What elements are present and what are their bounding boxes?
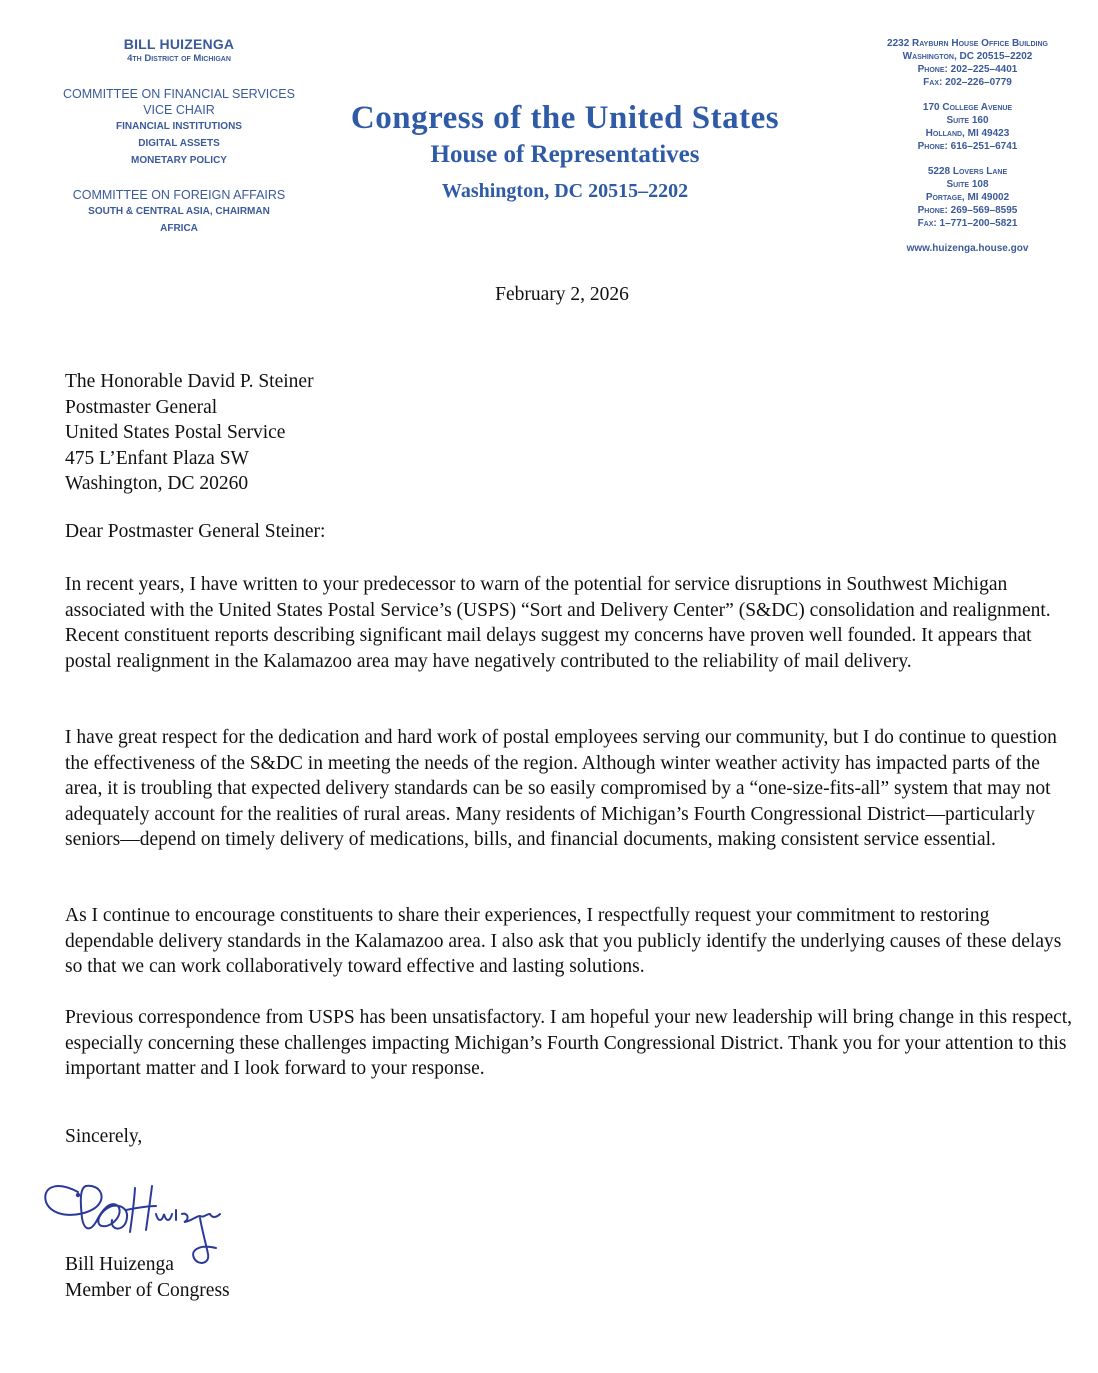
- office-line: Washington, DC 20515–2202: [902, 51, 1033, 62]
- house-title: House of Representatives: [430, 141, 700, 168]
- paragraph: As I continue to encourage constituents to share their experiences, I respectfully request your commitment to restoring dependable delivery standards in the Kalamazoo area. I also ask that you publicly identify the underlying causes of these delays so that we can work collaboratively toward effective and lasting solutions.: [65, 905, 1062, 977]
- office-line: Portage, MI 49002: [925, 192, 1010, 203]
- paragraph: I have great respect for the dedication and hard work of postal employees serving our community, but I do continue to question the effectiveness of the S&DC in meeting the needs of the region. Although winter weather activity has impacted parts of the area, it is troubling that expected delivery standards can be so easily compromised by a “one-size-fits-all” system that may not adequately account for the realities of rural areas. Many residents of Michigan’s Fourth Congressional District—particularly seniors—depend on timely delivery of medications, bills, and financial documents, making consistent service essential.: [65, 727, 1057, 850]
- office-dc: [850, 37, 1085, 89]
- subcommittee: AFRICA: [160, 223, 198, 234]
- committee-foreign-affairs: [40, 187, 318, 237]
- committee-role: VICE CHAIR: [143, 103, 215, 117]
- salutation: Dear Postmaster General Steiner:: [65, 521, 326, 542]
- subcommittee: MONETARY POLICY: [131, 155, 227, 166]
- committee-financial-services: [40, 86, 318, 169]
- office-line: 170 College Avenue: [922, 102, 1013, 113]
- subcommittee: FINANCIAL INSTITUTIONS: [116, 121, 242, 132]
- office-line: Phone: 616–251–6741: [917, 141, 1018, 152]
- subcommittee: SOUTH & CENTRAL ASIA, CHAIRMAN: [88, 206, 270, 217]
- office-line: Suite 160: [946, 115, 989, 126]
- address-line: 475 L’Enfant Plaza SW: [65, 447, 249, 469]
- signer-name: Bill Huizenga: [65, 1254, 174, 1275]
- office-line: 5228 Lovers Lane: [927, 166, 1008, 177]
- office-portage: [850, 165, 1085, 230]
- house-location: Washington, DC 20515–2202: [441, 180, 689, 202]
- signer-title: Member of Congress: [65, 1279, 230, 1301]
- office-line: Phone: 269–569–8595: [917, 205, 1018, 216]
- office-line: Suite 108: [946, 179, 989, 190]
- letterhead-right: [850, 37, 1085, 255]
- letterhead-center: [330, 96, 800, 206]
- recipient-address: [65, 369, 314, 497]
- address-line: The Honorable David P. Steiner: [65, 371, 314, 392]
- letterhead-left: [40, 36, 318, 237]
- signature-block: [65, 1252, 230, 1303]
- committee-title: COMMITTEE ON FOREIGN AFFAIRS: [72, 188, 286, 202]
- committee-title: COMMITTEE ON FINANCIAL SERVICES: [63, 87, 295, 101]
- closing: Sincerely,: [65, 1126, 143, 1147]
- member-name: BILL HUIZENGA: [123, 36, 235, 52]
- subcommittee: DIGITAL ASSETS: [138, 138, 220, 149]
- website-link[interactable]: www.huizenga.house.gov: [906, 243, 1029, 254]
- address-line: Postmaster General: [65, 396, 218, 418]
- address-line: United States Postal Service: [65, 422, 286, 443]
- district: 4th District of Michigan: [127, 53, 231, 64]
- office-line: Fax: 202–226–0779: [923, 77, 1012, 88]
- office-line: Holland, MI 49423: [925, 128, 1010, 139]
- address-line: Washington, DC 20260: [65, 473, 249, 494]
- office-holland: [850, 101, 1085, 153]
- office-line: Fax: 1–771–200–5821: [917, 218, 1018, 229]
- paragraph: Previous correspondence from USPS has been unsatisfactory. I am hopeful your new leadership will bring change in this respect, especially concerning these challenges impacting Michigan’s Fourth Congressional District. Thank you for your attention to this important matter and I look forward to your response.: [65, 1007, 1073, 1079]
- letter-date: February 2, 2026: [495, 284, 629, 305]
- office-line: Phone: 202–225–4401: [917, 64, 1018, 75]
- office-line: 2232 Rayburn House Office Building: [887, 38, 1048, 49]
- congress-title: Congress of the United States: [350, 100, 780, 136]
- paragraph: In recent years, I have written to your predecessor to warn of the potential for service disruptions in Southwest Michigan associated with the United States Postal Service’s (USPS) “Sort and Delivery Center” (S&DC) consolidation and realignment. Recent constituent reports describing significant mail delays suggest my concerns have proven well founded. It appears that postal realignment in the Kalamazoo area may have negatively contributed to the reliability of mail delivery.: [65, 574, 1051, 672]
